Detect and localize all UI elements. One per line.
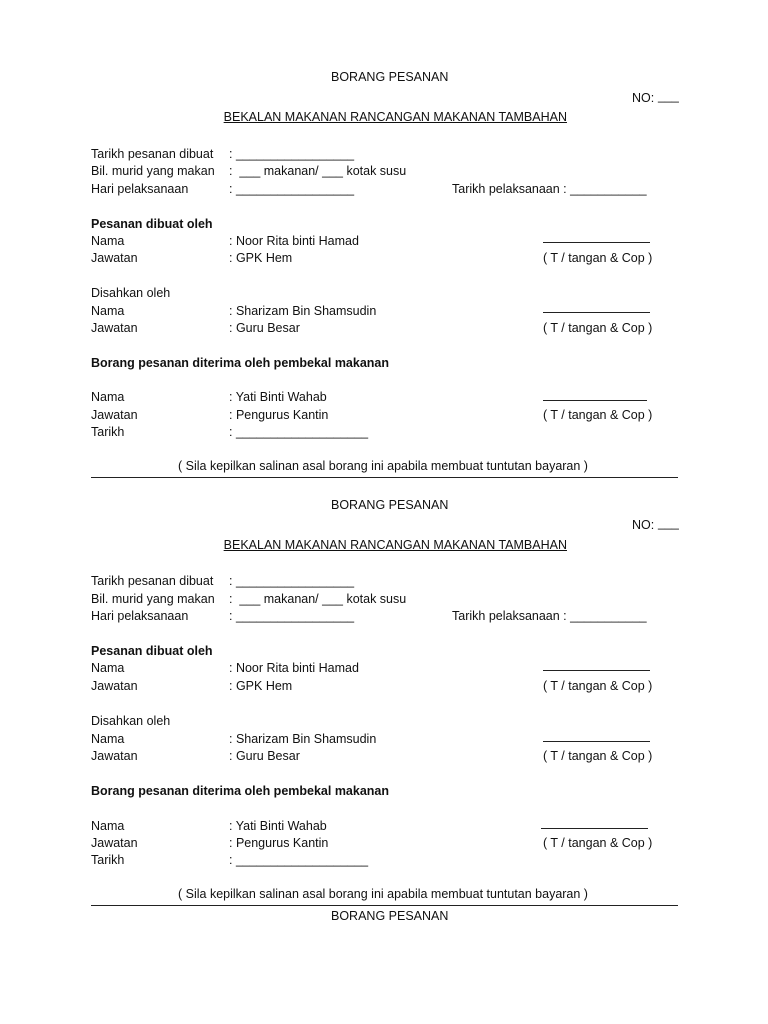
diterima-nama-label: Nama (91, 390, 125, 404)
pesanan-heading: Pesanan dibuat oleh (91, 217, 213, 231)
diterima-jawatan-label: Jawatan (91, 836, 138, 850)
disahkan-jawatan-label: Jawatan (91, 321, 138, 335)
pesanan-nama-label: Nama (91, 661, 125, 675)
footer-note: ( Sila kepilkan salinan asal borang ini apabila membuat tuntutan bayaran ) (178, 459, 588, 473)
disahkan-nama-value: : Sharizam Bin Shamsudin (229, 304, 377, 318)
disahkan-jawatan-label: Jawatan (91, 749, 138, 763)
pesanan-jawatan-label: Jawatan (91, 679, 138, 693)
bil-murid-label: Bil. murid yang makan (91, 592, 215, 606)
tarikh-pesanan-label: Tarikh pesanan dibuat (91, 574, 214, 588)
hari-label: Hari pelaksanaan (91, 609, 189, 623)
hari-value: : _________________ (229, 609, 355, 623)
signature-line (543, 312, 650, 313)
disahkan-heading: Disahkan oleh (91, 714, 171, 728)
divider-line (91, 905, 678, 906)
disahkan-nama-value: : Sharizam Bin Shamsudin (229, 732, 377, 746)
pesanan-heading: Pesanan dibuat oleh (91, 644, 213, 658)
signature-caption: ( T / tangan & Cop ) (543, 679, 653, 693)
diterima-tarikh-value: : ___________________ (229, 853, 369, 867)
no-value: ___ (658, 516, 679, 530)
pesanan-nama-value: : Noor Rita binti Hamad (229, 661, 359, 675)
diterima-heading: Borang pesanan diterima oleh pembekal makanan (91, 784, 390, 798)
disahkan-jawatan-value: : Guru Besar (229, 321, 300, 335)
signature-line (543, 670, 650, 671)
signature-caption: ( T / tangan & Cop ) (543, 408, 653, 422)
tarikh-pesanan-label: Tarikh pesanan dibuat (91, 147, 214, 161)
pesanan-jawatan-label: Jawatan (91, 251, 138, 265)
subtitle: BEKALAN MAKANAN RANCANGAN MAKANAN TAMBAHAN (223, 110, 567, 124)
hari-label: Hari pelaksanaan (91, 182, 189, 196)
diterima-nama-value: : Yati Binti Wahab (229, 819, 327, 833)
disahkan-nama-label: Nama (91, 304, 125, 318)
diterima-jawatan-label: Jawatan (91, 408, 138, 422)
no-value: ___ (658, 89, 679, 103)
hari-value: : _________________ (229, 182, 355, 196)
diterima-tarikh-value: : ___________________ (229, 425, 369, 439)
tarikh-pesanan-value: : _________________ (229, 147, 355, 161)
diterima-tarikh-label: Tarikh (91, 425, 125, 439)
no-label: NO: (632, 91, 655, 105)
form-title-bottom: BORANG PESANAN (331, 909, 449, 923)
divider-line (91, 477, 678, 478)
form-title: BORANG PESANAN (331, 70, 449, 84)
bil-murid-label: Bil. murid yang makan (91, 164, 215, 178)
disahkan-jawatan-value: : Guru Besar (229, 749, 300, 763)
signature-line (543, 400, 647, 401)
pesanan-jawatan-value: : GPK Hem (229, 679, 293, 693)
tarikh-pelaksanaan: Tarikh pelaksanaan : ___________ (452, 182, 647, 196)
signature-caption: ( T / tangan & Cop ) (543, 749, 653, 763)
signature-caption: ( T / tangan & Cop ) (543, 321, 653, 335)
footer-note: ( Sila kepilkan salinan asal borang ini apabila membuat tuntutan bayaran ) (178, 887, 588, 901)
form-title: BORANG PESANAN (331, 498, 449, 512)
tarikh-pelaksanaan: Tarikh pelaksanaan : ___________ (452, 609, 647, 623)
diterima-jawatan-value: : Pengurus Kantin (229, 836, 329, 850)
diterima-nama-label: Nama (91, 819, 125, 833)
signature-line (541, 828, 648, 829)
disahkan-nama-label: Nama (91, 732, 125, 746)
diterima-tarikh-label: Tarikh (91, 853, 125, 867)
no-label: NO: (632, 518, 655, 532)
pesanan-nama-value: : Noor Rita binti Hamad (229, 234, 359, 248)
signature-caption: ( T / tangan & Cop ) (543, 836, 653, 850)
pesanan-nama-label: Nama (91, 234, 125, 248)
diterima-heading: Borang pesanan diterima oleh pembekal makanan (91, 356, 390, 370)
pesanan-jawatan-value: : GPK Hem (229, 251, 293, 265)
signature-caption: ( T / tangan & Cop ) (543, 251, 653, 265)
bil-murid-value: : ___ makanan/ ___ kotak susu (229, 592, 407, 606)
disahkan-heading: Disahkan oleh (91, 286, 171, 300)
signature-line (543, 242, 650, 243)
diterima-nama-value: : Yati Binti Wahab (229, 390, 327, 404)
signature-line (543, 741, 650, 742)
diterima-jawatan-value: : Pengurus Kantin (229, 408, 329, 422)
bil-murid-value: : ___ makanan/ ___ kotak susu (229, 164, 407, 178)
tarikh-pesanan-value: : _________________ (229, 574, 355, 588)
subtitle: BEKALAN MAKANAN RANCANGAN MAKANAN TAMBAHAN (223, 538, 567, 552)
